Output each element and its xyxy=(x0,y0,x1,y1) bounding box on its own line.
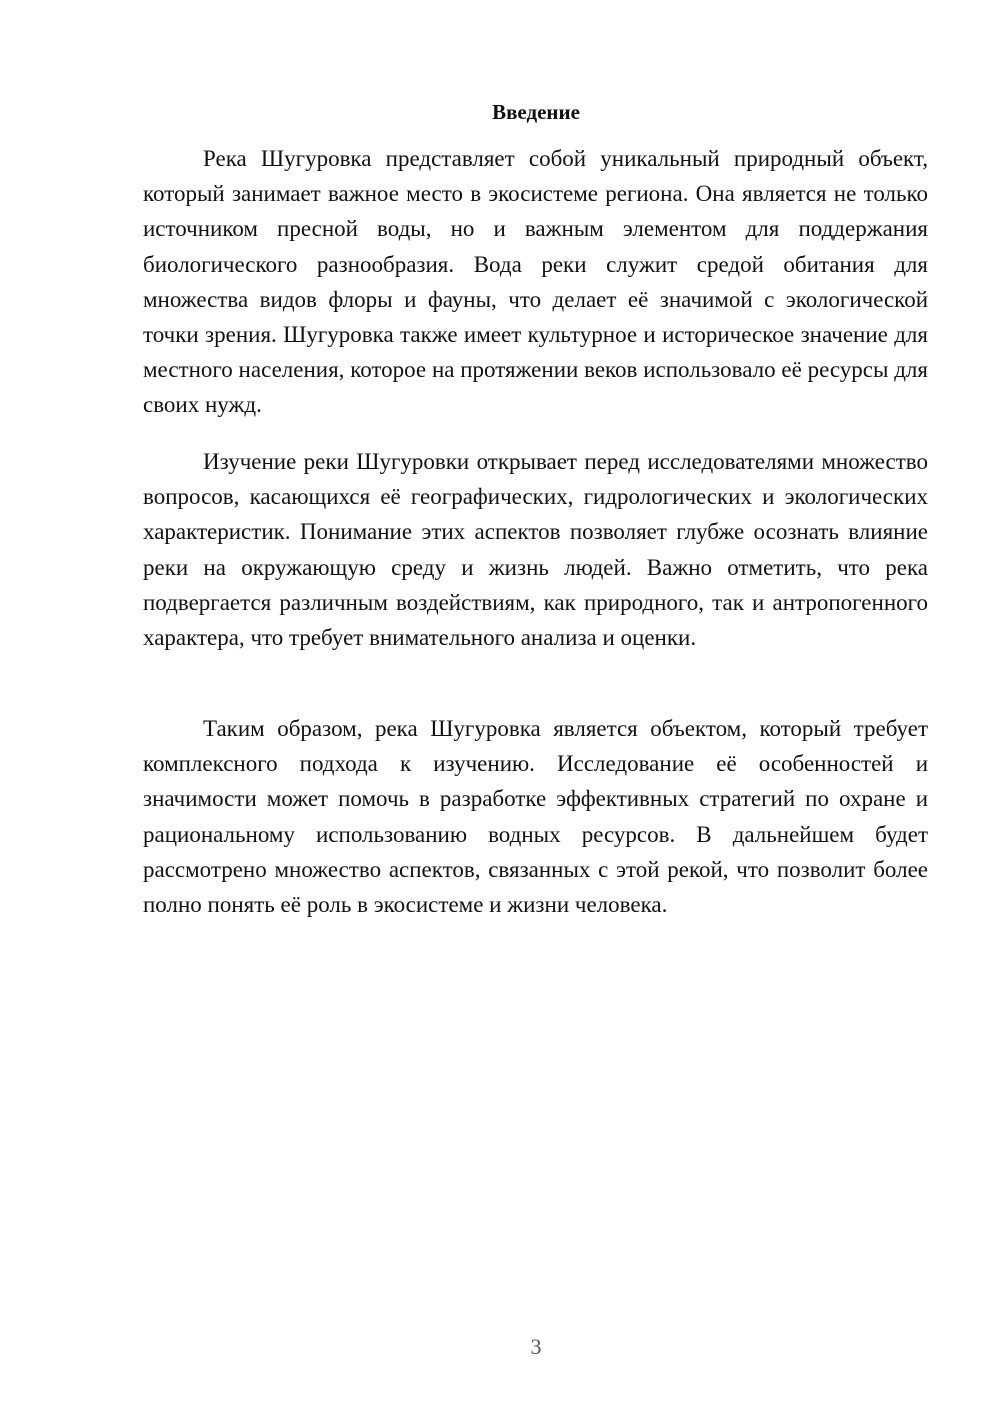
paragraph-3: Таким образом, река Шугуровка является объектом, который требует комплексного подхода к изучению. Исследование её особенностей и значимости может помочь в разработке эффективных стратегий по охране и рациональному использованию водных ресурсов. В дальнейшем будет рассмотрено множество аспектов, связанных с этой рекой, что позволит более полно понять её роль в экосистеме и жизни человека. xyxy=(143,716,928,918)
paragraph-1: Река Шугуровка представляет собой уникальный природный объект, который занимает важное место в экосистеме региона. Она является не только источником пресной воды, но и важным элементом для поддержания биологического разнообразия. Вода реки служит средой обитания для множества видов флоры и фауны, что делает её значимой с экологической точки зрения. Шугуровка также имеет культурное и историческое значение для местного населения, которое на протяжении веков использовало её ресурсы для своих нужд. xyxy=(143,146,928,418)
page-number: 3 xyxy=(530,1334,542,1359)
paragraph-2: Изучение реки Шугуровки открывает перед исследователями множество вопросов, касающихся её географических, гидрологических и экологических характеристик. Понимание этих аспектов позволяет глубже осознать влияние реки на окружающую среду и жизнь людей. Важно отметить, что река подвергается различным воздействиям, как природного, так и антропогенного характера, что требует внимательного анализа и оценки. xyxy=(143,449,928,651)
section-heading: Введение xyxy=(492,100,580,124)
